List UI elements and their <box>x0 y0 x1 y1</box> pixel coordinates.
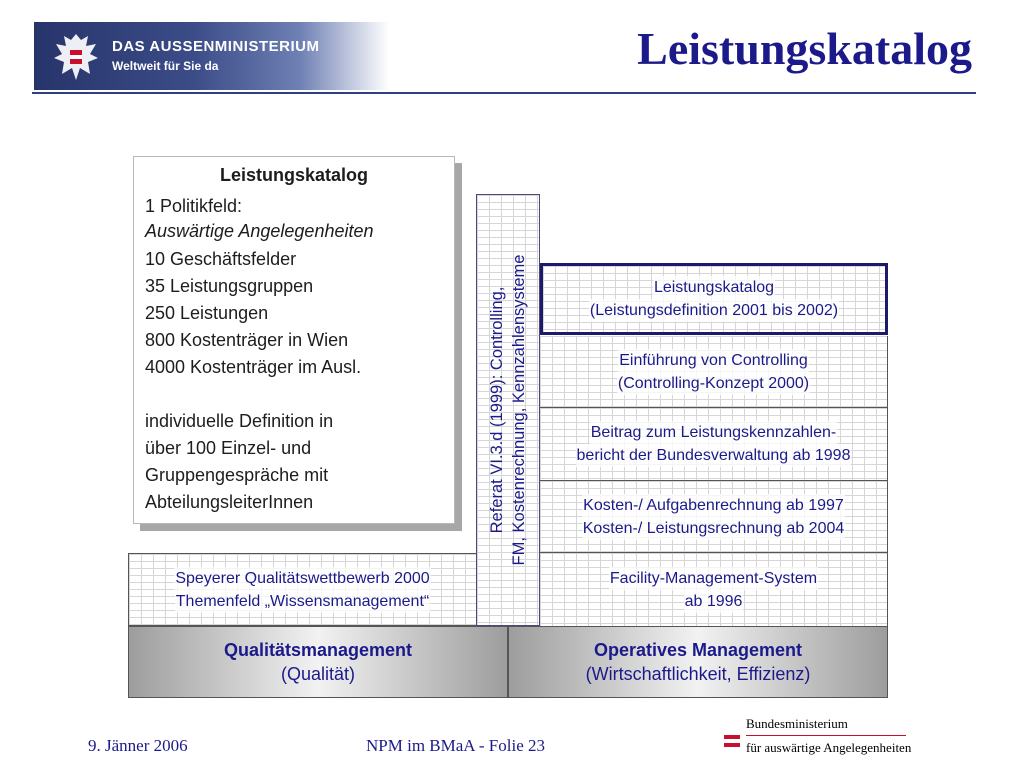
catalog-title: Leistungskatalog <box>219 165 369 185</box>
bar-title: Operatives Management <box>593 640 803 660</box>
right-cell-line: (Leistungsdefinition 2001 bis 2002) <box>589 299 839 322</box>
right-cell-facility <box>540 553 888 626</box>
vertical-column-text <box>476 194 540 626</box>
right-cell-line: Kosten-/ Aufgabenrechnung ab 1997 <box>582 494 845 517</box>
logo-line-2: Weltweit für Sie da <box>112 59 219 73</box>
ministry-line-2: für auswärtige Angelegenheiten <box>746 740 912 755</box>
catalog-line: 4000 Kostenträger im Ausl. <box>145 357 362 377</box>
logo-line-1: DAS AUSSENMINISTERIUM <box>112 38 320 55</box>
footer-slide-info: NPM im BMaA - Folie 23 <box>366 736 545 755</box>
catalog-description-line: individuelle Definition in <box>145 411 334 431</box>
right-cell-kennzahlen <box>540 408 888 481</box>
catalog-line: Auswärtige Angelegenheiten <box>145 221 374 241</box>
catalog-line: 250 Leistungen <box>145 303 269 323</box>
right-cell-leistungskatalog <box>540 263 888 335</box>
bar-subtitle: (Wirtschaftlichkeit, Effizienz) <box>585 664 811 684</box>
ministry-header-logo <box>34 22 389 90</box>
catalog-line: 10 Geschäftsfelder <box>145 249 297 269</box>
right-cell-controlling <box>540 336 888 408</box>
right-cell-line: (Controlling-Konzept 2000) <box>617 372 810 395</box>
vertical-line-1: Referat VI.3.d (1999): Controlling, <box>488 286 506 534</box>
operative-management-bar <box>508 626 888 698</box>
slide-title: Leistungskatalog <box>637 23 972 74</box>
footer-date: 9. Jänner 2006 <box>88 736 188 755</box>
right-cell-kostenrechnung <box>540 481 888 553</box>
quality-management-bar <box>128 626 508 698</box>
right-cell-line: Einführung von Controlling <box>618 349 809 372</box>
bar-subtitle: (Qualität) <box>280 664 356 684</box>
header-divider <box>32 92 976 94</box>
catalog-description-line: über 100 Einzel- und <box>145 438 312 458</box>
catalog-description-line: AbteilungsleiterInnen <box>145 492 314 512</box>
right-cell-line: Leistungskatalog <box>653 276 775 299</box>
catalog-description-line: Gruppengespräche mit <box>145 465 329 485</box>
left-cell-line: Speyerer Qualitätswettbewerb 2000 <box>174 567 430 590</box>
right-cell-line: Beitrag zum Leistungskennzahlen- <box>590 421 837 444</box>
ministry-rule <box>746 735 906 736</box>
catalog-line: 800 Kostenträger in Wien <box>145 330 349 350</box>
vertical-line-2: FM, Kostenrechnung, Kennzahlensysteme <box>510 254 528 566</box>
left-cell-speyer <box>128 553 476 626</box>
austrian-flag-icon <box>724 735 740 747</box>
right-cell-line: bericht der Bundesverwaltung ab 1998 <box>576 444 852 467</box>
bar-title: Qualitätsmanagement <box>223 640 413 660</box>
catalog-box <box>133 156 455 524</box>
catalog-line: 35 Leistungsgruppen <box>145 276 314 296</box>
austrian-eagle-icon <box>48 28 104 84</box>
ministry-line-1: Bundesministerium <box>746 716 848 731</box>
right-cell-line: Kosten-/ Leistungsrechnung ab 2004 <box>582 517 846 540</box>
right-cell-line: Facility-Management-System <box>609 567 818 590</box>
catalog-line: 1 Politikfeld: <box>145 196 243 216</box>
left-cell-line: Themenfeld „Wissensmanagement“ <box>175 590 430 613</box>
right-cell-line: ab 1996 <box>684 590 744 613</box>
ministry-footer-logo <box>724 716 964 760</box>
